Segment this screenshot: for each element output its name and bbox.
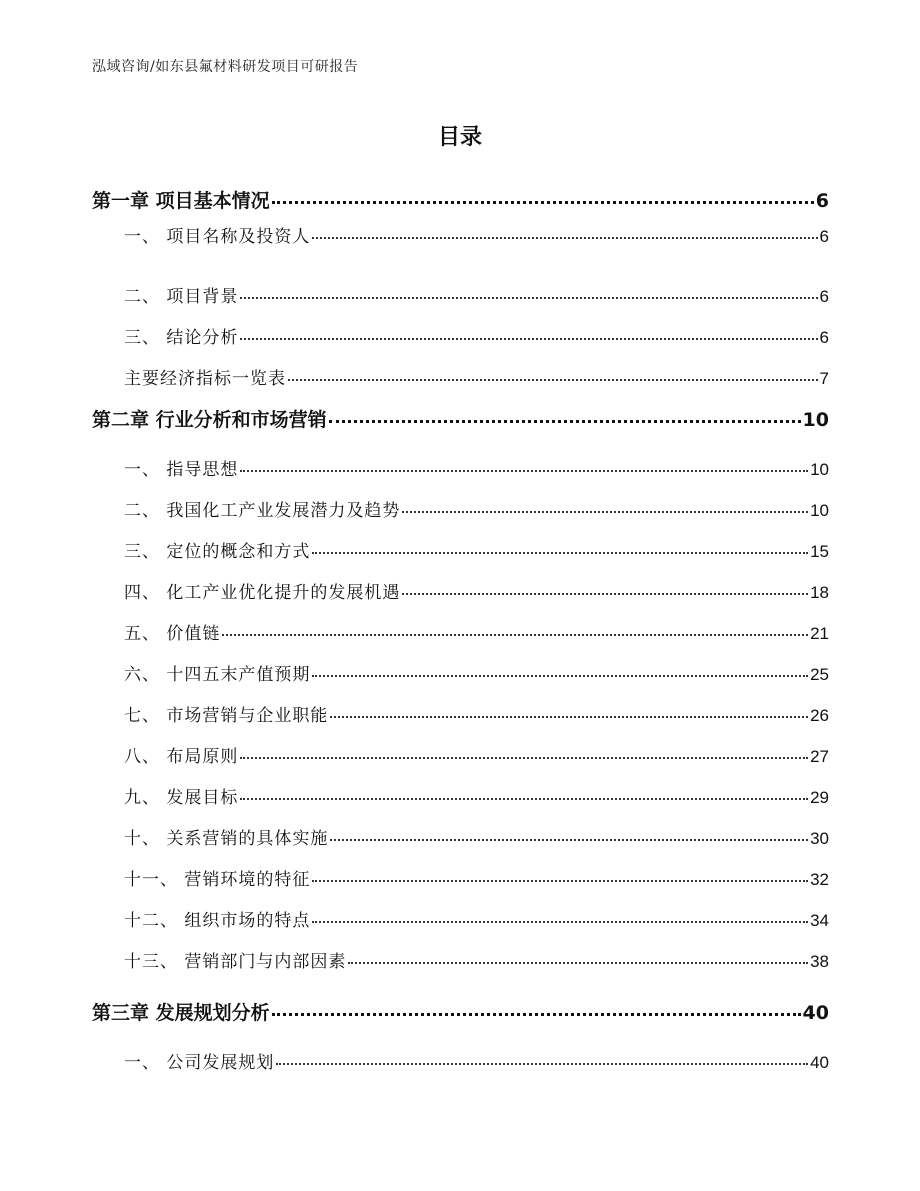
dot-leader [222, 633, 808, 636]
dot-leader [276, 1062, 808, 1065]
toc-entry-label: 一、 公司发展规划 [124, 1053, 275, 1073]
toc-chapter-entry[interactable] [92, 998, 829, 1025]
toc-section-entry[interactable] [92, 282, 829, 307]
dot-leader [402, 592, 808, 595]
toc-entry-label: 五、 价值链 [124, 624, 221, 644]
toc-entry-label: 第三章 发展规划分析 [92, 1002, 270, 1024]
toc-entry-page-number: 6 [819, 328, 829, 347]
toc-chapter-entry[interactable] [92, 405, 829, 432]
toc-entry-page-number: 15 [810, 542, 829, 561]
toc-entry-label: 一、 指导思想 [124, 460, 239, 480]
dot-leader [312, 674, 808, 677]
toc-entry-page-number: 30 [810, 829, 829, 848]
dot-leader [240, 756, 808, 759]
dot-leader [348, 961, 808, 964]
toc-entry-page-number: 27 [810, 747, 829, 766]
running-header: 泓域咨询/如东县氟材料研发项目可研报告 [92, 59, 359, 75]
toc-section-entry[interactable] [92, 783, 829, 808]
dot-leader [240, 337, 817, 340]
dot-leader [272, 200, 814, 204]
toc-section-entry[interactable] [92, 824, 829, 849]
toc-entry-label: 三、 定位的概念和方式 [124, 542, 311, 562]
dot-leader [330, 715, 808, 718]
toc-entry-page-number: 10 [802, 409, 829, 431]
dot-leader [329, 419, 801, 423]
toc-entry-page-number: 40 [802, 1002, 829, 1024]
toc-entry-label: 十二、 组织市场的特点 [124, 911, 311, 931]
dot-leader [312, 879, 808, 882]
toc-entry-page-number: 10 [810, 501, 829, 520]
toc-entry-page-number: 32 [810, 870, 829, 889]
toc-entry-page-number: 38 [810, 952, 829, 971]
toc-chapter-entry[interactable] [92, 186, 829, 213]
toc-section-entry[interactable] [92, 364, 829, 389]
toc-entry-label: 十三、 营销部门与内部因素 [124, 952, 347, 972]
toc-entry-label: 主要经济指标一览表 [124, 369, 286, 389]
toc-entry-label: 十一、 营销环境的特征 [124, 870, 311, 890]
toc-entry-label: 四、 化工产业优化提升的发展机遇 [124, 583, 401, 603]
toc-entry-page-number: 6 [815, 190, 829, 212]
toc-title: 目录 [437, 125, 482, 150]
toc-entry-label: 十、 关系营销的具体实施 [124, 829, 329, 849]
toc-section-entry[interactable] [92, 701, 829, 726]
toc-entry-label: 七、 市场营销与企业职能 [124, 706, 329, 726]
dot-leader [312, 236, 817, 239]
toc-section-entry[interactable] [92, 537, 829, 562]
toc-entry-label: 第二章 行业分析和市场营销 [92, 409, 327, 431]
toc-section-entry[interactable] [92, 222, 829, 247]
toc-entry-page-number: 29 [810, 788, 829, 807]
toc-section-entry[interactable] [92, 660, 829, 685]
toc-entry-page-number: 34 [810, 911, 829, 930]
toc-entry-label: 六、 十四五末产值预期 [124, 665, 311, 685]
toc-entry-label: 八、 布局原则 [124, 747, 239, 767]
toc-entry-page-number: 25 [810, 665, 829, 684]
toc-section-entry[interactable] [92, 947, 829, 972]
toc-entry-label: 二、 项目背景 [124, 287, 239, 307]
toc-entry-page-number: 21 [810, 624, 829, 643]
toc-entry-page-number: 6 [819, 227, 829, 246]
dot-leader [240, 469, 808, 472]
toc-entry-label: 二、 我国化工产业发展潜力及趋势 [124, 501, 401, 521]
toc-section-entry[interactable] [92, 496, 829, 521]
dot-leader [312, 551, 808, 554]
dot-leader [240, 797, 808, 800]
toc-entry-page-number: 18 [810, 583, 829, 602]
dot-leader [312, 920, 808, 923]
dot-leader [402, 510, 808, 513]
toc-entry-page-number: 10 [810, 460, 829, 479]
dot-leader [288, 378, 818, 381]
toc-section-entry[interactable] [92, 865, 829, 890]
toc-entry-label: 一、 项目名称及投资人 [124, 227, 311, 247]
toc-entry-page-number: 6 [819, 287, 829, 306]
toc-section-entry[interactable] [92, 578, 829, 603]
toc-section-entry[interactable] [92, 455, 829, 480]
toc-entry-label: 第一章 项目基本情况 [92, 190, 270, 212]
toc-entry-label: 三、 结论分析 [124, 328, 239, 348]
toc-section-entry[interactable] [92, 619, 829, 644]
toc-section-entry[interactable] [92, 1048, 829, 1073]
toc-section-entry[interactable] [92, 906, 829, 931]
toc-entry-label: 九、 发展目标 [124, 788, 239, 808]
dot-leader [240, 296, 817, 299]
dot-leader [330, 838, 808, 841]
toc-entry-page-number: 26 [810, 706, 829, 725]
toc-entry-page-number: 7 [819, 369, 829, 388]
toc-entry-page-number: 40 [810, 1053, 829, 1072]
dot-leader [272, 1012, 801, 1016]
toc-section-entry[interactable] [92, 742, 829, 767]
toc-section-entry[interactable] [92, 323, 829, 348]
